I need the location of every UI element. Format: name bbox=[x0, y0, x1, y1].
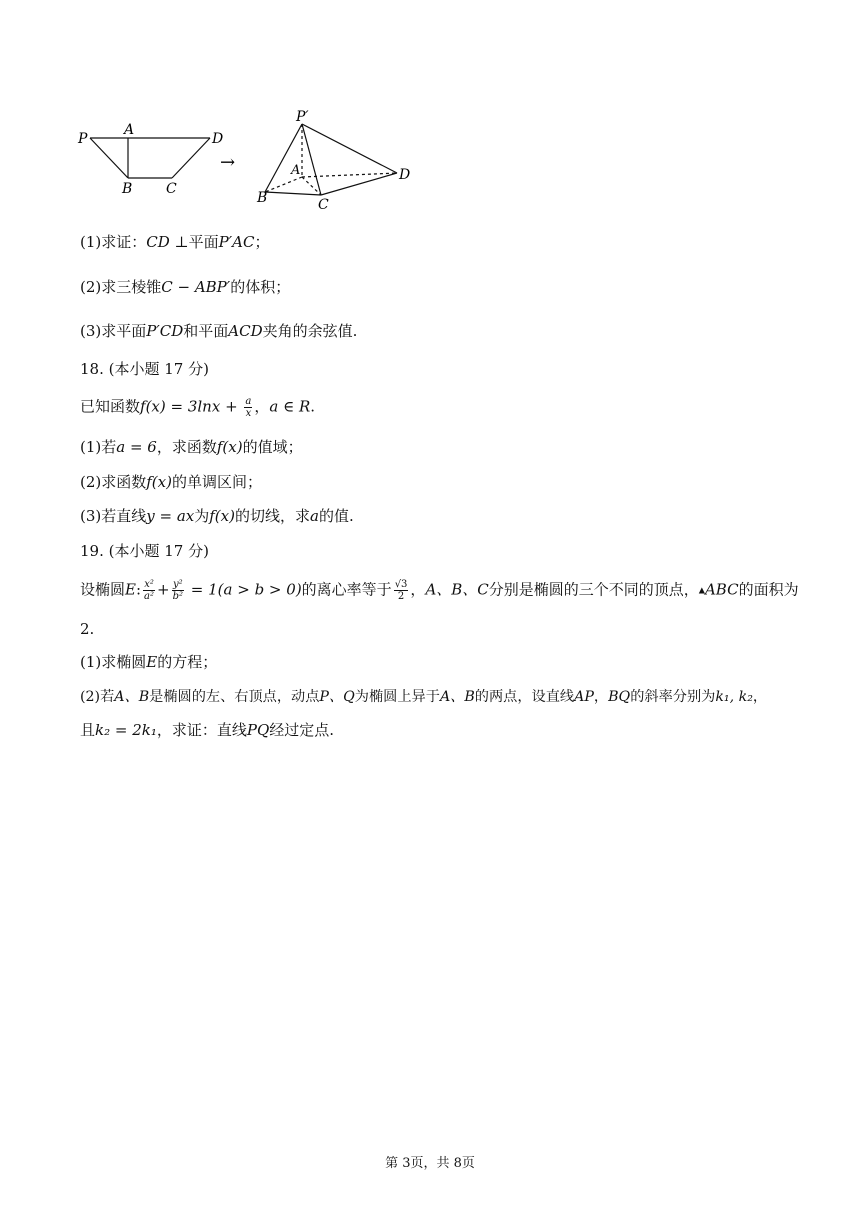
edge-A-B bbox=[265, 177, 302, 192]
q17-p1-perp: ⊥ bbox=[169, 233, 189, 251]
q17-part2 bbox=[80, 277, 290, 297]
q18-part1 bbox=[80, 437, 303, 457]
q17-p3-text: (3)求平面 bbox=[80, 322, 147, 340]
q19-p2-t2: 是椭圆的左、右顶点，动点 bbox=[149, 689, 320, 705]
q19-stem-cont: 2. bbox=[80, 620, 95, 638]
q18-p3-m1: y = ax bbox=[146, 507, 195, 525]
q19-stem-E: E bbox=[125, 580, 136, 599]
q17-p2-text: (2)求三棱锥 bbox=[80, 278, 162, 296]
q18-p3-t2: 为 bbox=[194, 507, 210, 525]
q17-p3-end: 夹角的余弦值. bbox=[262, 322, 358, 340]
q19-p2-t1: (2)若 bbox=[80, 689, 115, 705]
q19-p2-m4: AP bbox=[574, 689, 594, 705]
q18-p2-m1: f(x) bbox=[146, 473, 172, 491]
q18-p2-t2: 的单调区间； bbox=[171, 473, 262, 491]
q19-stem-colon: : bbox=[135, 580, 142, 599]
q19-p2b-m2: PQ bbox=[246, 721, 270, 739]
q17-p3-math2: ACD bbox=[228, 322, 263, 340]
q19-p1-m1: E bbox=[146, 653, 158, 671]
q19-p2-m1: A、B bbox=[114, 689, 150, 705]
q19-frac-ecc bbox=[394, 579, 409, 602]
q18-p1-t3: 的值域； bbox=[242, 438, 303, 456]
edge-P-D bbox=[302, 124, 397, 173]
q17-p2-math: C − ABP′ bbox=[161, 278, 231, 296]
edge-PB bbox=[90, 138, 128, 178]
q18-stem bbox=[80, 396, 315, 419]
q17-part3 bbox=[80, 321, 357, 341]
label-P-prime: P′ bbox=[296, 109, 309, 125]
q17-p2-end: 的体积； bbox=[230, 278, 291, 296]
edge-P-B bbox=[265, 124, 302, 192]
q19-stem-ABC: ABC bbox=[704, 580, 739, 599]
label-C2: C bbox=[318, 197, 329, 213]
q19-frac-ecc-num: √3 bbox=[394, 579, 408, 590]
q17-p1-math2: P′AC bbox=[218, 233, 255, 251]
q19-frac-y-den: b² bbox=[172, 591, 184, 602]
q19-p2-t3: 为椭圆上异于 bbox=[354, 689, 440, 705]
q18-p1-m1: a = 6 bbox=[116, 438, 157, 456]
q19-p2-t6: 的斜率分别为 bbox=[630, 689, 716, 705]
q18-part2 bbox=[80, 472, 262, 492]
label-A: A bbox=[124, 122, 135, 138]
q18-stem-domain: a ∈ R bbox=[269, 397, 311, 416]
q19-frac-y bbox=[172, 579, 184, 602]
q18-p1-t1: (1)若 bbox=[80, 438, 117, 456]
q18-p1-m2: f(x) bbox=[216, 438, 243, 456]
q19-frac-x bbox=[143, 579, 155, 602]
q19-frac-ecc-den: 2 bbox=[397, 591, 405, 602]
q19-frac-x-num: x² bbox=[144, 579, 154, 590]
q17-p1-text: (1)求证： bbox=[80, 233, 147, 251]
q19-p2-t5: ， bbox=[593, 689, 609, 705]
q19-stem-t4: 分别是椭圆的三个不同的顶点， bbox=[488, 580, 699, 599]
q19-stem-abc: A、B、C bbox=[425, 580, 489, 599]
q18-stem-text2: ， bbox=[254, 397, 270, 416]
q19-p2b-t1: 且 bbox=[80, 721, 96, 739]
page-footer: 第 3页，共 8页 bbox=[385, 1156, 475, 1171]
q19-p2-t4: 的两点，设直线 bbox=[474, 689, 575, 705]
q17-p1-plane: 平面 bbox=[188, 233, 219, 251]
q19-header: 19. (本小题 17 分) bbox=[80, 542, 209, 560]
q17-part1 bbox=[80, 232, 269, 252]
q19-p2-m3: A、B bbox=[439, 689, 475, 705]
q19-p2-m5: BQ bbox=[608, 689, 631, 705]
q19-stem-t3: ， bbox=[410, 580, 426, 599]
q19-stem-eq: = 1(a > b > 0) bbox=[186, 580, 302, 599]
q18-stem-fraction bbox=[244, 396, 252, 419]
q18-header: 18. (本小题 17 分) bbox=[80, 360, 209, 378]
q19-part2 bbox=[80, 687, 767, 707]
q19-p2b-t2: ，求证：直线 bbox=[156, 721, 247, 739]
q18-p3-t1: (3)若直线 bbox=[80, 507, 147, 525]
q18-p3-t4: 的值. bbox=[318, 507, 354, 525]
q17-p3-mid: 和平面 bbox=[183, 322, 229, 340]
q18-frac-den: x bbox=[245, 408, 252, 419]
q18-frac-num: a bbox=[245, 396, 252, 407]
q18-p1-t2: ，求函数 bbox=[156, 438, 217, 456]
q19-part1 bbox=[80, 652, 217, 672]
q19-p1-t1: (1)求椭圆 bbox=[80, 653, 147, 671]
label-C: C bbox=[166, 181, 177, 197]
triangle-icon: ▲ bbox=[698, 585, 705, 595]
q17-p1-math: CD bbox=[146, 233, 170, 251]
edge-CD bbox=[172, 138, 210, 178]
edge-P-C bbox=[302, 124, 321, 195]
q19-p2b-t3: 经过定点. bbox=[269, 721, 335, 739]
q18-stem-function: f(x) = 3lnx + bbox=[140, 397, 243, 416]
label-A2: A bbox=[291, 163, 301, 178]
label-D: D bbox=[212, 131, 224, 147]
figure-container bbox=[70, 104, 430, 218]
geometry-figure bbox=[70, 104, 430, 214]
q19-p2-m6: k₁, k₂ bbox=[715, 689, 753, 705]
q19-stem-t2: 的离心率等于 bbox=[301, 580, 392, 599]
q18-p3-m3: a bbox=[309, 507, 319, 525]
edge-B-C bbox=[265, 192, 321, 195]
q19-p2b-m1: k₂ = 2k₁ bbox=[95, 721, 157, 739]
q18-p3-t3: 的切线，求 bbox=[234, 507, 310, 525]
pyramid-figure bbox=[265, 124, 397, 195]
trapezoid-figure bbox=[90, 138, 210, 178]
q19-stem-t5: 的面积为 bbox=[738, 580, 799, 599]
q18-part3 bbox=[80, 506, 354, 526]
q17-p3-math1: P′CD bbox=[146, 322, 184, 340]
label-B: B bbox=[122, 181, 133, 197]
q19-stem-t1: 设椭圆 bbox=[80, 580, 126, 599]
q18-p3-m2: f(x) bbox=[209, 507, 235, 525]
q18-stem-text1: 已知函数 bbox=[80, 397, 141, 416]
q19-p2-m2: P、Q bbox=[319, 689, 355, 705]
q19-p2-t7: ， bbox=[752, 689, 768, 705]
q19-stem: 设椭圆E: $\frac{\text{x²}}{\text{a²}}$ + $\frac{\text{y²}}{\text{b²}}$ = 1(a > b > 0)的离心率等于 $\frac{√3}{2}$ ，A、B、C分别是椭圆的三个不同的顶点，▲ABC的面积为 bbox=[80, 579, 799, 602]
label-B2: B bbox=[257, 190, 268, 206]
arrow-icon: → bbox=[220, 152, 236, 173]
label-D2: D bbox=[399, 167, 411, 183]
q19-part2-cont bbox=[80, 720, 334, 740]
q19-p1-t2: 的方程； bbox=[157, 653, 218, 671]
q19-frac-x-den: a² bbox=[144, 591, 155, 602]
q19-frac-y-num: y² bbox=[172, 579, 183, 590]
q17-p1-end: ； bbox=[254, 233, 270, 251]
q18-p2-t1: (2)求函数 bbox=[80, 473, 147, 491]
q18-stem-text3: . bbox=[310, 397, 316, 416]
label-P: P bbox=[78, 131, 88, 147]
